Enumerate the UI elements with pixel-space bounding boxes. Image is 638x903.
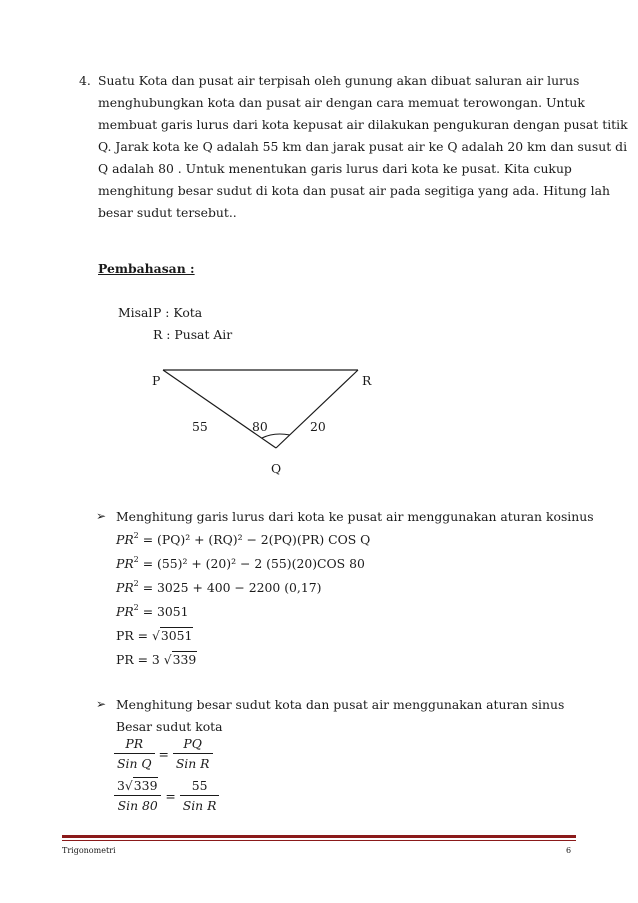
problem-line-6: menghitung besar sudut di kota dan pusat air pada segitiga yang ada. Hitung lah	[98, 183, 611, 198]
fraction-numerator	[114, 778, 161, 796]
step1-eq6-radicand: 339	[172, 652, 197, 667]
bullet-arrow-icon: ➢	[96, 697, 107, 711]
step1-eq1-rhs: = (PQ)² + (RQ)² − 2(PQ)(PR) COS Q	[138, 532, 371, 547]
step1-eq1: $PR^2 = (PQ)^2 + (RQ)^2 - 2(PQ)(PR)$ COS Q	[116, 531, 371, 547]
step1-eq4-rhs: = 3051	[138, 604, 189, 619]
sqrt-sign: √339	[124, 778, 158, 793]
bullet-arrow-icon: ➢	[96, 509, 107, 523]
step1-title: Menghitung garis lurus dari kota ke pusat air menggunakan aturan kosinus	[116, 509, 594, 524]
fraction-denominator: Sin R	[182, 798, 217, 813]
step1-eq5	[116, 628, 193, 643]
step1-eq2: $PR^2 = (55)^2 + (20)^2 - 2$ (55)(20)COS 80	[116, 555, 365, 571]
misal-p: P : Kota	[153, 305, 203, 320]
misal-r: R : Pusat Air	[153, 327, 233, 342]
vertex-p-label: P	[152, 373, 161, 388]
radicand: 339	[133, 778, 158, 793]
footer-rule-thin	[62, 840, 576, 841]
sqrt-sign: √339	[163, 652, 197, 667]
fraction-3sqrt339-sin80	[114, 778, 161, 814]
step2-title: Menghitung besar sudut kota dan pusat air menggunakan aturan sinus	[116, 697, 565, 712]
problem-line-5: Q adalah 80 . Untuk menentukan garis lurus dari kota ke pusat. Kita cukup	[98, 161, 572, 176]
vertex-q-label: Q	[271, 461, 282, 476]
step1-eq3-rhs: = 3025 + 400 − 2200 (0,17)	[138, 580, 322, 595]
problem-line-3: membuat garis lurus dari kota kepusat air dilakukan pengukuran dengan pusat titik	[98, 117, 628, 132]
step1-eq6	[116, 652, 197, 667]
problem-line-1: Suatu Kota dan pusat air terpisah oleh gunung akan dibuat saluran air lurus	[98, 73, 580, 88]
fraction-numerator: PR	[114, 736, 155, 754]
sqrt-sign: √3051	[151, 628, 193, 643]
step2-subtitle: Besar sudut kota	[116, 719, 223, 734]
page-number: 6	[566, 846, 572, 855]
problem-line-2: menghubungkan kota dan pusat air dengan cara memuat terowongan. Untuk	[98, 95, 585, 110]
step1-eq4: $PR^2 = 3051$	[116, 603, 189, 619]
side-rq-label: 20	[310, 419, 326, 434]
fraction-numerator: PQ	[173, 736, 213, 754]
problem-line-4: Q. Jarak kota ke Q adalah 55 km dan jarak pusat air ke Q adalah 20 km dan susut di	[98, 139, 628, 154]
problem-number: 4.	[79, 73, 91, 88]
angle-q-label: 80	[252, 419, 268, 434]
fraction-denominator: Sin R	[175, 756, 210, 771]
footer-title: Trigonometri	[62, 846, 116, 855]
fraction-denominator: Sin Q	[117, 756, 152, 771]
fraction-pr-sinq	[114, 736, 155, 772]
pembahasan-heading: Pembahasan :	[98, 261, 195, 276]
fraction-55-sinr	[180, 778, 220, 814]
step2-eq2: $\frac{3√339}{\text{Sin 80}}$ = $\frac{55}{\text{Sin R}}$	[114, 778, 219, 814]
vertex-r-label: R	[362, 373, 372, 388]
fraction-numerator: 55	[180, 778, 220, 796]
step1-eq3: $PR^2 = 3025 + 400 - 2200$ (0,17)	[116, 579, 322, 595]
problem-line-7: besar sudut tersebut..	[98, 205, 237, 220]
coefficient: 3	[117, 778, 125, 793]
step2-eq1: $\frac{PR}{\text{Sin Q}}$ = $\frac{PQ}{\text{Sin R}}$	[114, 736, 213, 772]
side-pq-label: 55	[192, 419, 208, 434]
fraction-pq-sinr	[173, 736, 213, 772]
footer-rule	[62, 835, 576, 838]
step1-eq2-rhs: = (55)² + (20)² − 2 (55)(20)COS 80	[138, 556, 365, 571]
misal-label: Misal	[118, 305, 153, 320]
step1-eq5-radicand: 3051	[160, 628, 193, 643]
step1-eq5-lhs: PR =	[116, 628, 152, 643]
step1-eq6-lhs: PR = 3	[116, 652, 164, 667]
fraction-denominator: Sin 80	[117, 798, 158, 813]
